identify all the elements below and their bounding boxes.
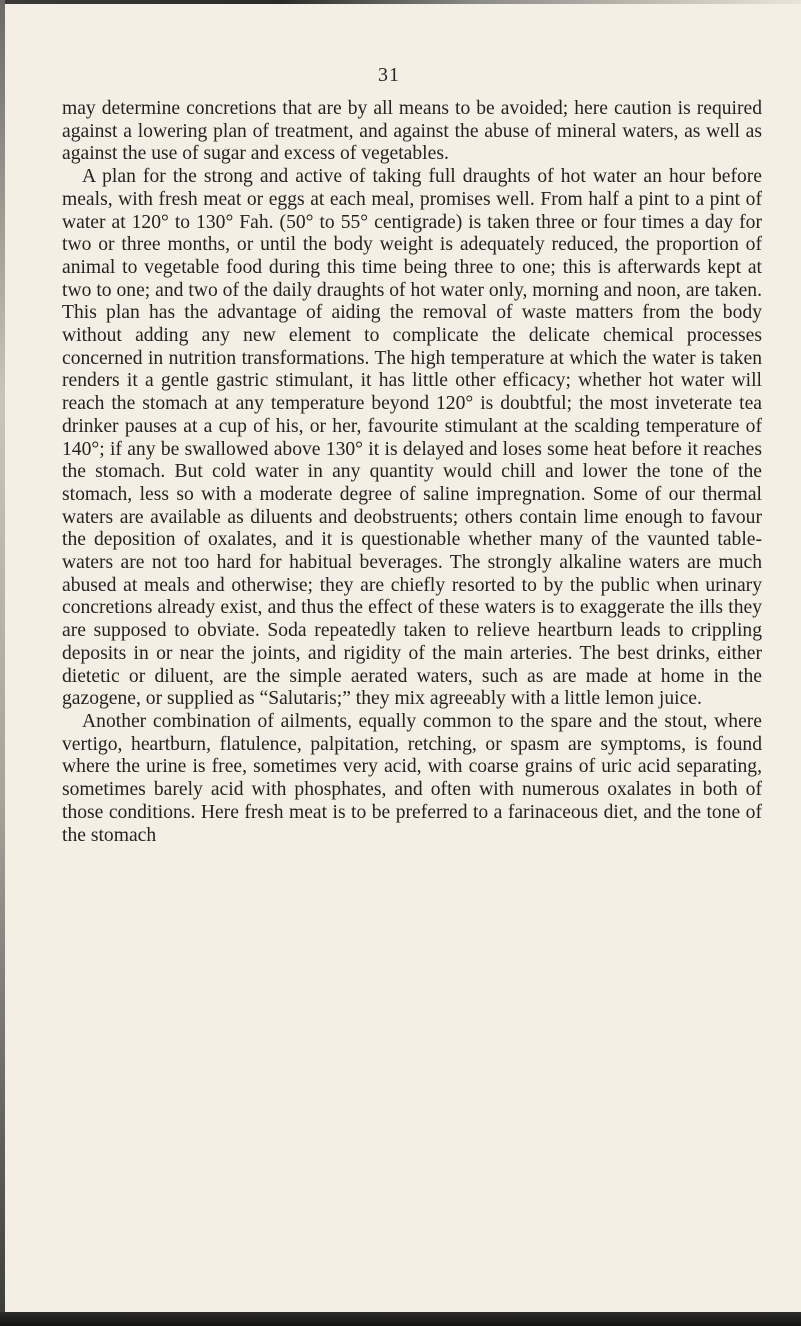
paragraph-2: A plan for the strong and active of taking full draughts of hot water an hour before meals, with fresh meat or eggs at each meal, promises well. From half a pint to a pint of water at 120° to 130° Fah. (50° to 55° centigrade) is taken three or four times a day for two or three months, or until the body weight is adequately reduced, the proportion of animal to vegetable food during this time being three to one; this is afterwards kept at two to one; and two of the daily draughts of hot water only, morning and noon, are taken. This plan has the advantage of aiding the removal of waste matters from the body without adding any new element to complicate the delicate chemical processes concerned in nutrition transformations. The high temperature at which the water is taken renders it a gentle gastric stimulant, it has little other efficacy; whether hot water will reach the stomach at any temperature beyond 120° is doubtful; the most inveterate tea drinker pauses at a cup of his, or her, favourite stimulant at the scalding temperature of 140°; if any be swallowed above 130° it is delayed and loses some heat before it reaches the stomach. But cold water in any quantity would chill and lower the tone of the stomach, less so with a moderate degree of saline impregnation. Some of our thermal waters are available as diluents and deobstruents; others contain lime enough to favour the deposition of oxalates, and it is questionable whether many of the vaunted table-waters are not too hard for habitual beverages. The strongly alkaline waters are much abused at meals and otherwise; they are chiefly resorted to by the public when urinary concretions already exist, and thus the effect of these waters is to exaggerate the ills they are supposed to obviate. Soda repeatedly taken to relieve heartburn leads to crippling deposits in or near the joints, and rigidity of the main arteries. The best drinks, either dietetic or diluent, are the simple aerated waters, such as are made at home in the gazogene, or supplied as “Salutaris;” they mix agreeably with a little lemon juice. [62, 166, 762, 710]
paragraph-1: may determine concretions that are by all means to be avoided; here caution is required against a lowering plan of treatment, and against the abuse of mineral waters, as well as against the use of sugar and excess of vegetables. [62, 98, 762, 165]
scan-top-edge [0, 0, 801, 4]
paragraph-3: Another combination of ailments, equally common to the spare and the stout, where vertigo, heartburn, flatulence, palpitation, retching, or spasm are symptoms, is found where the urine is free, sometimes very acid, with coarse grains of uric acid separating, sometimes barely acid with phosphates, and often with numerous oxalates in both of those conditions. Here fresh meat is to be preferred to a farinaceous diet, and the tone of the stomach [62, 710, 762, 846]
scan-left-edge [0, 0, 5, 1326]
page-number: 31 [378, 64, 400, 86]
body-text [62, 98, 762, 847]
scan-bottom-edge [0, 1312, 801, 1326]
